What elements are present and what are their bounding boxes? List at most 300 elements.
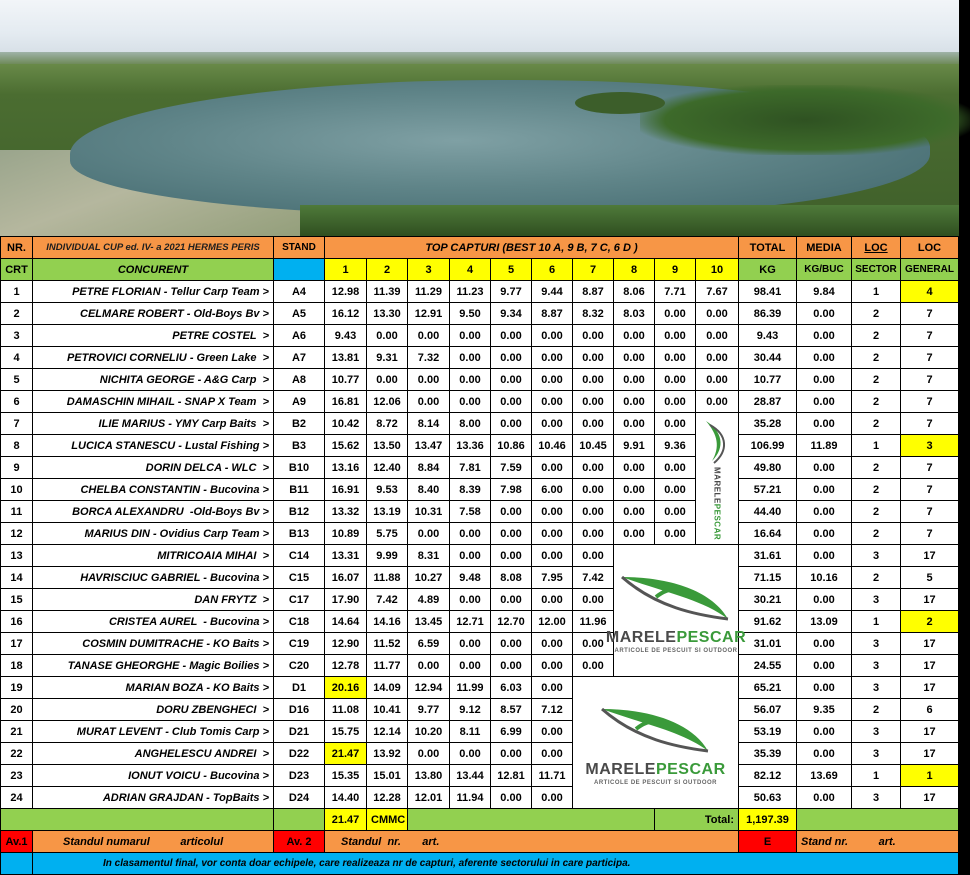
competitor-full-name: DAMASCHIN MIHAIL — [66, 395, 175, 408]
catch-value: 11.29 — [408, 281, 450, 303]
catch-value: 16.91 — [325, 479, 367, 501]
row-number: 12 — [1, 523, 33, 545]
row-number: 14 — [1, 567, 33, 589]
catch-value: 8.57 — [491, 699, 532, 721]
table-row — [1, 501, 959, 523]
logo-cell — [696, 413, 739, 545]
competitor-team: - Bucovina > — [200, 571, 269, 584]
table-row — [1, 787, 959, 809]
catch-value: 0.00 — [532, 787, 573, 809]
catch-value: 0.00 — [450, 743, 491, 765]
competitor-name — [33, 347, 274, 369]
catch-value: 11.99 — [450, 677, 491, 699]
competitor-full-name: DORIN DELCA — [145, 461, 222, 474]
loc-sector: 2 — [852, 523, 901, 545]
loc-general: 4 — [901, 281, 959, 303]
competitor-full-name: MARIUS DIN — [84, 527, 150, 540]
catch-value: 0.00 — [573, 369, 614, 391]
catch-value: 11.88 — [367, 567, 408, 589]
row-number: 10 — [1, 479, 33, 501]
row-number: 4 — [1, 347, 33, 369]
summary-middle — [408, 809, 655, 831]
table-row — [1, 303, 959, 325]
catch-value: 8.11 — [450, 721, 491, 743]
catch-value: 0.00 — [655, 479, 696, 501]
catch-value: 12.81 — [491, 765, 532, 787]
catch-value: 9.77 — [408, 699, 450, 721]
total-kg: 30.44 — [739, 347, 797, 369]
competitor-full-name: CRISTEA AUREL — [108, 615, 198, 628]
catch-value: 15.62 — [325, 435, 367, 457]
media-kgbuc: 0.00 — [797, 523, 852, 545]
competitor-name — [33, 501, 274, 523]
kgbuc-header: KG/BUC — [797, 259, 852, 281]
table-row — [1, 347, 959, 369]
loc-general: 7 — [901, 479, 959, 501]
catch-value: 13.92 — [367, 743, 408, 765]
total-kg: 35.39 — [739, 743, 797, 765]
row-number: 7 — [1, 413, 33, 435]
catch-value: 9.53 — [367, 479, 408, 501]
catch-value: 0.00 — [696, 325, 739, 347]
catch-value: 10.41 — [367, 699, 408, 721]
general-header: GENERAL — [901, 259, 959, 281]
catch-value: 9.43 — [325, 325, 367, 347]
av2-text: Standul nr. art. — [325, 831, 739, 853]
catch-value: 0.00 — [614, 347, 655, 369]
competitor-team: - YMY Carp Baits > — [165, 417, 269, 430]
competitor-full-name: PETROVICI CORNELIU — [66, 351, 187, 364]
stand-code: C17 — [274, 589, 325, 611]
catch-value: 14.16 — [367, 611, 408, 633]
footer-row — [1, 853, 959, 875]
row-number: 6 — [1, 391, 33, 413]
catch-value: 0.00 — [491, 325, 532, 347]
media-kgbuc: 0.00 — [797, 743, 852, 765]
catch-value: 0.00 — [532, 721, 573, 743]
catch-value: 9.31 — [367, 347, 408, 369]
catch-value: 12.98 — [325, 281, 367, 303]
loc-sector: 3 — [852, 743, 901, 765]
total-kg: 31.61 — [739, 545, 797, 567]
summary-spacer — [1, 809, 274, 831]
competitor-name — [33, 369, 274, 391]
competitor-full-name: IONUT VOICU — [128, 769, 201, 782]
catch-value: 17.90 — [325, 589, 367, 611]
catch-value: 7.59 — [491, 457, 532, 479]
summary-right — [797, 809, 959, 831]
catch-value: 8.39 — [450, 479, 491, 501]
loc-general: 17 — [901, 589, 959, 611]
catch-value: 0.00 — [655, 391, 696, 413]
stand-code: D23 — [274, 765, 325, 787]
media-kgbuc: 0.00 — [797, 655, 852, 677]
loc-sector-header: LOC — [852, 237, 901, 259]
catch-value: 0.00 — [491, 523, 532, 545]
table-row — [1, 523, 959, 545]
loc-general: 7 — [901, 391, 959, 413]
catch-value: 12.94 — [408, 677, 450, 699]
total-kg: 50.63 — [739, 787, 797, 809]
competitor-name — [33, 677, 274, 699]
row-number: 5 — [1, 369, 33, 391]
catch-value: 0.00 — [696, 347, 739, 369]
catch-value: 0.00 — [573, 655, 614, 677]
loc-sector: 2 — [852, 391, 901, 413]
catch-value: 7.71 — [655, 281, 696, 303]
table-row — [1, 633, 959, 655]
competitor-name — [33, 765, 274, 787]
competitor-team: - WLC > — [221, 461, 269, 474]
stand-code: C18 — [274, 611, 325, 633]
loc-general: 7 — [901, 369, 959, 391]
loc-general: 17 — [901, 677, 959, 699]
table-row — [1, 567, 959, 589]
catch-value: 0.00 — [655, 303, 696, 325]
total-label: Total: — [655, 809, 739, 831]
media-kgbuc: 0.00 — [797, 589, 852, 611]
catch-value: 8.72 — [367, 413, 408, 435]
total-kg: 57.21 — [739, 479, 797, 501]
loc-general: 17 — [901, 545, 959, 567]
catch-value: 0.00 — [491, 787, 532, 809]
catch-value: 0.00 — [573, 589, 614, 611]
catch-value: 12.91 — [408, 303, 450, 325]
stand-code: D22 — [274, 743, 325, 765]
catch-num-10: 10 — [696, 259, 739, 281]
catch-value: 7.98 — [491, 479, 532, 501]
summary-row — [1, 809, 959, 831]
loc-general: 3 — [901, 435, 959, 457]
logo-cell — [605, 545, 747, 677]
catch-num-7: 7 — [573, 259, 614, 281]
catch-value: 10.27 — [408, 567, 450, 589]
media-kgbuc: 0.00 — [797, 677, 852, 699]
catch-value: 7.12 — [532, 699, 573, 721]
competitor-full-name: ILIE MARIUS — [98, 417, 166, 430]
catch-value: 0.00 — [655, 369, 696, 391]
catch-value: 0.00 — [532, 347, 573, 369]
competitor-name — [33, 325, 274, 347]
loc-sector: 2 — [852, 501, 901, 523]
table-row — [1, 325, 959, 347]
catch-value: 0.00 — [450, 391, 491, 413]
catch-value: 9.91 — [614, 435, 655, 457]
stand-code: B13 — [274, 523, 325, 545]
competitor-team: - Lustal Fishing > — [175, 439, 269, 452]
header-row-1 — [1, 237, 959, 259]
catch-value: 11.77 — [367, 655, 408, 677]
row-number: 16 — [1, 611, 33, 633]
catch-value: 10.20 — [408, 721, 450, 743]
row-number: 22 — [1, 743, 33, 765]
stand-code: B10 — [274, 457, 325, 479]
stand-code: C15 — [274, 567, 325, 589]
catch-value: 13.30 — [367, 303, 408, 325]
loc-general: 17 — [901, 655, 959, 677]
catch-value: 0.00 — [573, 633, 614, 655]
catch-value: 0.00 — [491, 655, 532, 677]
stand-code: C20 — [274, 655, 325, 677]
table-row — [1, 281, 959, 303]
row-number: 20 — [1, 699, 33, 721]
media-kgbuc: 9.35 — [797, 699, 852, 721]
row-number: 24 — [1, 787, 33, 809]
catch-value: 11.71 — [532, 765, 573, 787]
catch-value: 0.00 — [573, 391, 614, 413]
catch-value: 0.00 — [532, 391, 573, 413]
competitor-team: - Tellur Carp Team > — [160, 285, 269, 298]
legend-row — [1, 831, 959, 853]
media-kgbuc: 0.00 — [797, 479, 852, 501]
catch-value: 0.00 — [532, 743, 573, 765]
loc-general: 6 — [901, 699, 959, 721]
stand-code: D1 — [274, 677, 325, 699]
catch-value: 0.00 — [491, 545, 532, 567]
catch-value: 0.00 — [614, 325, 655, 347]
row-number: 2 — [1, 303, 33, 325]
loc-sector: 2 — [852, 457, 901, 479]
catch-value: 0.00 — [573, 523, 614, 545]
row-number: 21 — [1, 721, 33, 743]
competitor-full-name: HAVRISCIUC GABRIEL — [80, 571, 201, 584]
catch-value: 13.16 — [325, 457, 367, 479]
catch-value: 0.00 — [655, 501, 696, 523]
competitor-team: - Ovidius Carp Team > — [149, 527, 269, 540]
competition-title: INDIVIDUAL CUP ed. IV- a 2021 HERMES PERIS — [33, 237, 274, 259]
stand-code: B11 — [274, 479, 325, 501]
loc-sector: 1 — [852, 765, 901, 787]
catch-value: 0.00 — [614, 501, 655, 523]
catch-value: 10.45 — [573, 435, 614, 457]
catch-value: 10.46 — [532, 435, 573, 457]
catch-value: 0.00 — [491, 501, 532, 523]
loc-sector: 3 — [852, 677, 901, 699]
stand-code: B2 — [274, 413, 325, 435]
loc-general: 7 — [901, 347, 959, 369]
media-kgbuc: 9.84 — [797, 281, 852, 303]
total-kg: 10.77 — [739, 369, 797, 391]
catch-value: 11.52 — [367, 633, 408, 655]
total-kg: 53.19 — [739, 721, 797, 743]
catch-value: 0.00 — [408, 655, 450, 677]
competitor-full-name: DAN FRYTZ — [194, 593, 257, 606]
loc-sector: 2 — [852, 325, 901, 347]
catch-value: 0.00 — [491, 589, 532, 611]
catch-value: 0.00 — [696, 369, 739, 391]
catch-value: 6.03 — [491, 677, 532, 699]
competitor-team: > — [256, 747, 269, 760]
competitor-team: -Old-Boys Bv > — [183, 505, 269, 518]
competitor-team: - Green Lake > — [186, 351, 269, 364]
catch-value: 7.95 — [532, 567, 573, 589]
loc-general: 17 — [901, 721, 959, 743]
table-row — [1, 369, 959, 391]
competitor-name — [33, 523, 274, 545]
catch-value: 8.87 — [532, 303, 573, 325]
catch-value: 8.03 — [614, 303, 655, 325]
catch-value: 0.00 — [450, 655, 491, 677]
competitor-name — [33, 611, 274, 633]
catch-value: 0.00 — [696, 391, 739, 413]
competitor-name — [33, 655, 274, 677]
catch-value: 12.14 — [367, 721, 408, 743]
competitor-name — [33, 391, 274, 413]
row-number: 17 — [1, 633, 33, 655]
stand-code: A6 — [274, 325, 325, 347]
total-kg: 86.39 — [739, 303, 797, 325]
table-row — [1, 413, 959, 435]
catch-value: 9.36 — [655, 435, 696, 457]
stand-code: C19 — [274, 633, 325, 655]
catch-value: 0.00 — [367, 325, 408, 347]
row-number: 11 — [1, 501, 33, 523]
catch-value: 7.67 — [696, 281, 739, 303]
media-kgbuc: 13.09 — [797, 611, 852, 633]
competitor-team: - Club Tomis Carp > — [162, 725, 269, 738]
loc-sector: 2 — [852, 413, 901, 435]
competitor-name — [33, 589, 274, 611]
av1-badge: Av.1 — [1, 831, 33, 853]
table-row — [1, 655, 959, 677]
av1-text: Standul numarul articolul — [33, 831, 274, 853]
catch-value: 12.06 — [367, 391, 408, 413]
competitor-full-name: TANASE GHEORGHE — [67, 659, 180, 672]
catch-value: 9.50 — [450, 303, 491, 325]
catch-value: 21.47 — [325, 743, 367, 765]
logo-cell — [573, 677, 739, 809]
table-row — [1, 545, 959, 567]
marele-pescar-logo: MARELEPESCAR ARTICOLE DE PESCUIT SI OUTDOOR — [573, 677, 738, 808]
media-kgbuc: 0.00 — [797, 721, 852, 743]
catch-value: 6.99 — [491, 721, 532, 743]
catch-value: 0.00 — [450, 369, 491, 391]
table-row — [1, 589, 959, 611]
table-row — [1, 457, 959, 479]
total-kg: 44.40 — [739, 501, 797, 523]
catch-num-2: 2 — [367, 259, 408, 281]
catch-value: 0.00 — [408, 523, 450, 545]
catch-value: 0.00 — [573, 479, 614, 501]
catch-value: 15.01 — [367, 765, 408, 787]
table-row — [1, 721, 959, 743]
catch-value: 7.81 — [450, 457, 491, 479]
competitor-name — [33, 457, 274, 479]
max-catch-value: 21.47 — [325, 809, 367, 831]
catch-num-6: 6 — [532, 259, 573, 281]
catch-value: 4.89 — [408, 589, 450, 611]
catch-value: 13.19 — [367, 501, 408, 523]
catch-value: 0.00 — [614, 391, 655, 413]
media-kgbuc: 0.00 — [797, 787, 852, 809]
loc-sector: 2 — [852, 479, 901, 501]
catch-value: 7.42 — [367, 589, 408, 611]
catch-value: 0.00 — [532, 523, 573, 545]
catch-value: 0.00 — [573, 457, 614, 479]
competitor-full-name: MITRICOAIA MIHAI — [157, 549, 257, 562]
catch-value: 10.31 — [408, 501, 450, 523]
loc-sector: 1 — [852, 281, 901, 303]
total-kg: 24.55 — [739, 655, 797, 677]
catch-value: 0.00 — [532, 457, 573, 479]
catch-value: 0.00 — [532, 369, 573, 391]
media-kgbuc: 0.00 — [797, 303, 852, 325]
catch-value: 8.40 — [408, 479, 450, 501]
catch-value: 0.00 — [655, 523, 696, 545]
loc-sector: 3 — [852, 545, 901, 567]
competitor-full-name: CELMARE ROBERT — [80, 307, 184, 320]
loc-sector: 1 — [852, 611, 901, 633]
row-number: 8 — [1, 435, 33, 457]
catch-value: 0.00 — [491, 369, 532, 391]
media-kgbuc: 0.00 — [797, 413, 852, 435]
competitor-team: - KO Baits > — [203, 681, 269, 694]
competitor-full-name: MURAT LEVENT — [76, 725, 163, 738]
loc-sector: 2 — [852, 347, 901, 369]
catch-value: 12.00 — [532, 611, 573, 633]
stand-subheader — [274, 259, 325, 281]
catch-value: 9.34 — [491, 303, 532, 325]
competitor-name — [33, 479, 274, 501]
catch-value: 0.00 — [614, 413, 655, 435]
loc-general: 2 — [901, 611, 959, 633]
loc-sector: 2 — [852, 567, 901, 589]
catch-value: 0.00 — [408, 391, 450, 413]
catch-value: 0.00 — [532, 633, 573, 655]
competitor-full-name: BORCA ALEXANDRU — [72, 505, 184, 518]
catch-value: 15.75 — [325, 721, 367, 743]
catch-value: 10.42 — [325, 413, 367, 435]
catch-value: 0.00 — [614, 523, 655, 545]
catch-value: 0.00 — [450, 589, 491, 611]
media-kgbuc: 11.89 — [797, 435, 852, 457]
catch-value: 13.31 — [325, 545, 367, 567]
footer-note: In clasamentul final, vor conta doar echipele, care realizeaza nr de capturi, aferente sectorului in care participa. — [33, 853, 959, 875]
catch-value: 13.44 — [450, 765, 491, 787]
competitor-full-name: NICHITA GEORGE — [99, 373, 195, 386]
catch-num-3: 3 — [408, 259, 450, 281]
crt-header: CRT — [1, 259, 33, 281]
catch-value: 0.00 — [655, 413, 696, 435]
competitor-name — [33, 303, 274, 325]
catch-value: 13.45 — [408, 611, 450, 633]
nr-header: NR. — [1, 237, 33, 259]
catch-value: 7.32 — [408, 347, 450, 369]
stand-code: D21 — [274, 721, 325, 743]
competitor-team: > — [256, 593, 269, 606]
catch-value: 13.50 — [367, 435, 408, 457]
loc-general: 7 — [901, 457, 959, 479]
catch-num-9: 9 — [655, 259, 696, 281]
concurent-header: CONCURENT — [33, 259, 274, 281]
catch-value: 0.00 — [532, 413, 573, 435]
catch-value: 0.00 — [573, 501, 614, 523]
total-kg: 91.62 — [739, 611, 797, 633]
catch-value: 0.00 — [532, 545, 573, 567]
catch-num-8: 8 — [614, 259, 655, 281]
catch-value: 8.87 — [573, 281, 614, 303]
catch-num-1: 1 — [325, 259, 367, 281]
row-number: 1 — [1, 281, 33, 303]
total-kg: 31.01 — [739, 633, 797, 655]
catch-value: 10.89 — [325, 523, 367, 545]
media-kgbuc: 0.00 — [797, 391, 852, 413]
top-captures-header: TOP CAPTURI (BEST 10 A, 9 B, 7 C, 6 D ) — [325, 237, 739, 259]
competitor-full-name: CHELBA CONSTANTIN — [80, 483, 201, 496]
total-kg: 35.28 — [739, 413, 797, 435]
loc-sector: 2 — [852, 303, 901, 325]
loc-general: 7 — [901, 325, 959, 347]
